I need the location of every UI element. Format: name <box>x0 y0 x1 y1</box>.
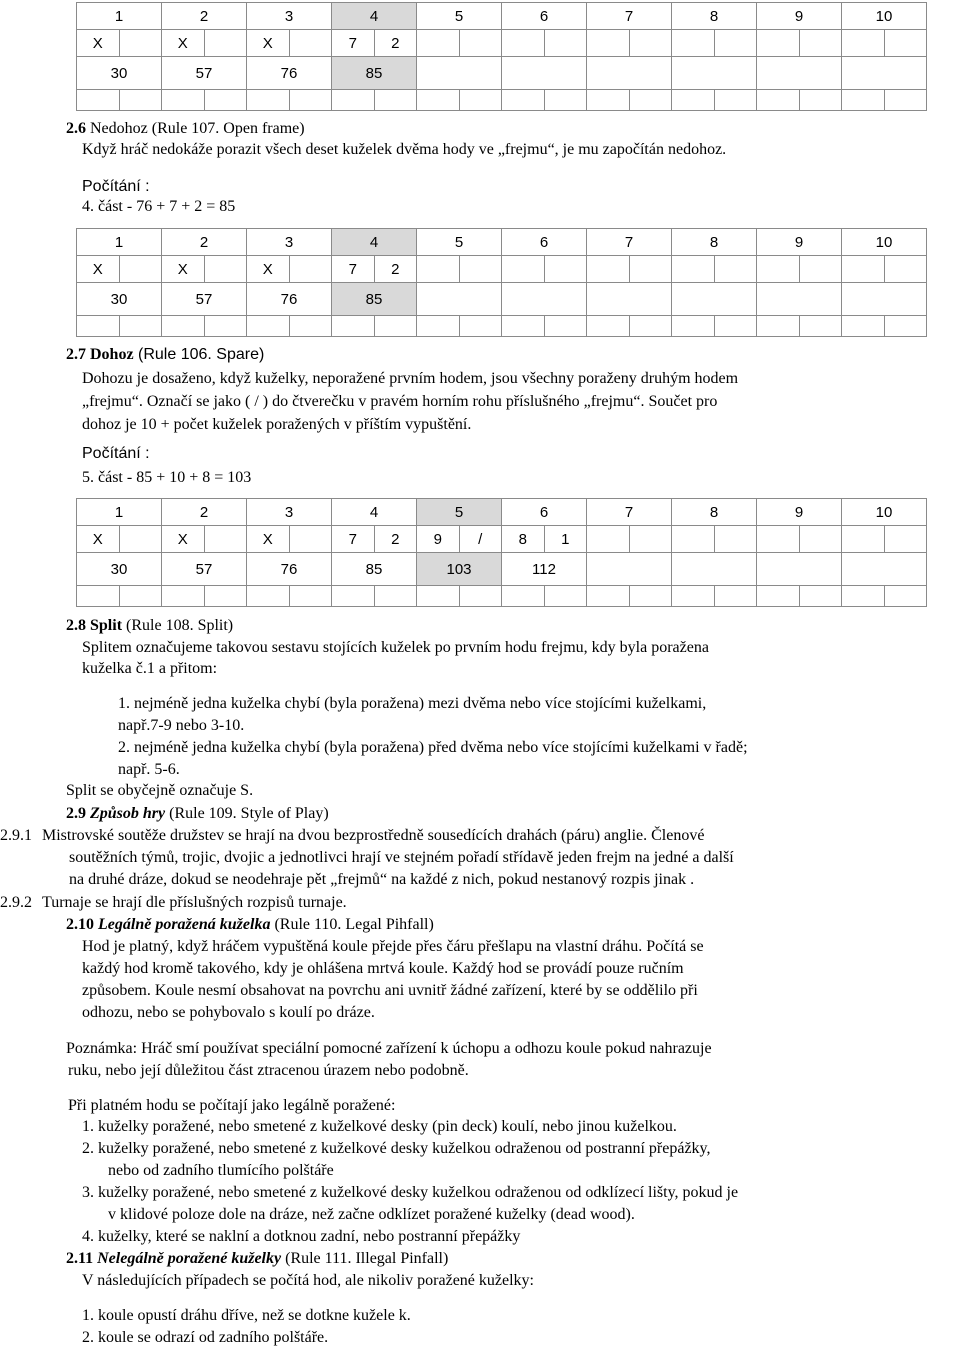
score-table-2 <box>76 228 927 337</box>
note-line: ruku, nebo její důležitou část ztracenou úrazem nebo podobně. <box>68 1062 469 1079</box>
list-item: 1. nejméně jedna kuželka chybí (byla poražena) mezi dvěma nebo více stojícími kuželkami, <box>118 695 707 712</box>
blank-cell <box>332 90 375 111</box>
frame-number: 2 <box>162 3 247 30</box>
blank-cell <box>502 316 545 337</box>
total-row <box>77 283 927 316</box>
frame-number: 2 <box>162 229 247 256</box>
frame-number: 4 <box>332 3 417 30</box>
roll-cell <box>629 526 672 553</box>
score-table-3 <box>76 498 927 607</box>
frame-number: 3 <box>247 3 332 30</box>
roll-cell <box>757 256 800 283</box>
list-item: 4. kuželky, které se naklní a dotknou zadní, nebo postranní přepážky <box>82 1228 521 1245</box>
blank-cell <box>77 90 120 111</box>
section-title-emphasis: Nelegálně poražené kuželky <box>97 1250 282 1267</box>
roll-row <box>77 256 927 283</box>
blank-cell <box>629 90 672 111</box>
blank-cell <box>374 586 417 607</box>
blank-cell <box>544 90 587 111</box>
section-2-6-body: Když hráč nedokáže porazit všech deset kuželek dvěma hody ve „frejmu“, je mu započítán nedohoz. <box>82 141 727 158</box>
frame-total <box>502 57 587 90</box>
roll-cell <box>587 526 630 553</box>
frame-total: 30 <box>77 57 162 90</box>
blank-cell <box>204 90 247 111</box>
blank-cell <box>757 90 800 111</box>
frame-number: 8 <box>672 499 757 526</box>
paragraph-line: způsobem. Koule nesmí obsahovat na povrchu ani uvnitř žádné zařízení, které by se oddělilo při <box>82 982 698 999</box>
list-item: 2. kuželky poražené, nebo smetené z kuželkové desky kuželkou odraženou od postranní přepážky, <box>82 1140 711 1157</box>
frame-total <box>587 283 672 316</box>
roll-cell <box>119 30 162 57</box>
roll-cell: 7 <box>332 256 375 283</box>
roll-cell <box>842 256 885 283</box>
roll-cell <box>417 256 460 283</box>
note-line: Split se obyčejně označuje S. <box>66 782 254 799</box>
roll-cell <box>799 256 842 283</box>
list-item: v klidové poloze dole na dráze, než začne odklízet poražené kuželky (dead wood). <box>108 1206 635 1223</box>
roll-cell <box>544 30 587 57</box>
roll-cell <box>884 30 927 57</box>
frame-number: 6 <box>502 499 587 526</box>
roll-row <box>77 30 927 57</box>
frame-number: 9 <box>757 229 842 256</box>
blank-cell <box>119 586 162 607</box>
blank-cell <box>884 90 927 111</box>
blank-cell <box>162 316 205 337</box>
blank-cell <box>417 586 460 607</box>
blank-cell <box>884 316 927 337</box>
frame-number: 6 <box>502 3 587 30</box>
frame-number: 5 <box>417 3 502 30</box>
calc-label: Počítání : <box>82 178 150 195</box>
frame-total: 103 <box>417 553 502 586</box>
roll-cell: X <box>247 256 290 283</box>
roll-cell: X <box>77 526 120 553</box>
frame-total <box>757 57 842 90</box>
roll-cell <box>884 256 927 283</box>
blank-cell <box>247 316 290 337</box>
list-item: 2. nejméně jedna kuželka chybí (byla poražena) před dvěma nebo více stojícími kuželkami v řadě; <box>118 739 748 756</box>
frame-total <box>417 57 502 90</box>
roll-cell <box>204 30 247 57</box>
section-title: (Rule 106. Spare) <box>133 346 265 363</box>
roll-cell: X <box>162 526 205 553</box>
roll-cell <box>459 30 502 57</box>
frame-number: 6 <box>502 229 587 256</box>
roll-cell <box>502 30 545 57</box>
section-2-11-heading <box>66 1249 448 1269</box>
frame-number-row <box>77 3 927 30</box>
blank-cell <box>417 90 460 111</box>
roll-cell: 7 <box>332 30 375 57</box>
roll-cell <box>587 30 630 57</box>
frame-number: 5 <box>417 499 502 526</box>
roll-cell <box>757 30 800 57</box>
frame-total: 30 <box>77 283 162 316</box>
paragraph-line: každý hod kromě takového, kdy je ohlášena mrtvá koule. Každý hod se provádí pouze ručním <box>82 960 684 977</box>
blank-cell <box>587 586 630 607</box>
section-2-9-heading <box>66 804 329 824</box>
blank-cell <box>672 586 715 607</box>
frame-number: 1 <box>77 229 162 256</box>
roll-cell <box>714 30 757 57</box>
blank-cell <box>757 316 800 337</box>
roll-cell <box>842 526 885 553</box>
blank-cell <box>842 316 885 337</box>
frame-total <box>587 57 672 90</box>
note-line: Poznámka: Hráč smí používat speciální pomocné zařízení k úchopu a odhozu koule pokud nahrazuje <box>66 1040 712 1057</box>
frame-total <box>672 57 757 90</box>
roll-cell <box>459 256 502 283</box>
frame-total: 57 <box>162 57 247 90</box>
frame-number: 8 <box>672 229 757 256</box>
list-item: např.7-9 nebo 3-10. <box>118 717 245 734</box>
roll-cell <box>672 256 715 283</box>
roll-cell: 2 <box>374 30 417 57</box>
blank-cell <box>417 316 460 337</box>
frame-number: 9 <box>757 3 842 30</box>
blank-cell <box>587 90 630 111</box>
paragraph-line: Mistrovské soutěže družstev se hrají na dvou bezprostředně sousedících drahách (páru) anglie. Členové <box>42 827 705 844</box>
blank-cell <box>332 586 375 607</box>
blank-cell <box>544 586 587 607</box>
blank-cell <box>757 586 800 607</box>
blank-cell <box>247 586 290 607</box>
frame-total: 85 <box>332 57 417 90</box>
roll-cell <box>714 526 757 553</box>
roll-cell <box>884 526 927 553</box>
roll-cell <box>289 256 332 283</box>
frame-number: 4 <box>332 229 417 256</box>
frame-number: 1 <box>77 3 162 30</box>
roll-cell <box>799 30 842 57</box>
frame-number: 7 <box>587 499 672 526</box>
roll-cell: 7 <box>332 526 375 553</box>
frame-total: 57 <box>162 553 247 586</box>
blank-cell <box>289 586 332 607</box>
list-item: nebo od zadního tlumícího polštáře <box>108 1162 334 1179</box>
roll-cell <box>502 256 545 283</box>
paragraph-line: Splitem označujeme takovou sestavu stojících kuželek po prvním hodu frejmu, kdy byla poražena <box>82 639 709 656</box>
frame-total <box>417 283 502 316</box>
frame-number: 10 <box>842 3 927 30</box>
blank-row <box>77 586 927 607</box>
frame-number: 5 <box>417 229 502 256</box>
blank-cell <box>162 90 205 111</box>
frame-total <box>672 283 757 316</box>
blank-cell <box>204 586 247 607</box>
subsection-number: 2.9.2 <box>0 894 32 911</box>
frame-number: 9 <box>757 499 842 526</box>
blank-cell <box>714 90 757 111</box>
frame-total: 30 <box>77 553 162 586</box>
frame-total <box>587 553 672 586</box>
section-2-10-heading <box>66 915 434 935</box>
frame-number: 4 <box>332 499 417 526</box>
frame-total <box>842 553 927 586</box>
paragraph-line: „frejmu“. Označí se jako ( / ) do čtverečku v pravém horním rohu příslušného „frejmu“. Součet pro <box>82 393 718 410</box>
roll-cell: 2 <box>374 526 417 553</box>
section-number: 2.10 <box>66 916 98 933</box>
roll-cell: 8 <box>502 526 545 553</box>
list-item: 1. kuželky poražené, nebo smetené z kuželkové desky (pin deck) koulí, nebo jinou kuželkou. <box>82 1118 677 1135</box>
blank-cell <box>289 316 332 337</box>
roll-cell: X <box>162 256 205 283</box>
roll-cell: X <box>247 526 290 553</box>
paragraph-line: V následujících případech se počítá hod, ale nikoliv poražené kuželky: <box>82 1272 534 1289</box>
blank-row <box>77 316 927 337</box>
blank-cell <box>162 586 205 607</box>
roll-cell <box>629 30 672 57</box>
frame-number: 10 <box>842 499 927 526</box>
paragraph-line: kuželka č.1 a přitom: <box>82 660 218 677</box>
frame-total: 76 <box>247 57 332 90</box>
blank-cell <box>629 586 672 607</box>
frame-number-row <box>77 499 927 526</box>
roll-cell <box>544 256 587 283</box>
paragraph-line: Hod je platný, když hráčem vypuštěná koule přejde přes čáru přešlapu na vlastní dráhu. Počítá se <box>82 938 704 955</box>
section-title-emphasis: Legálně poražená kuželka <box>98 916 271 933</box>
roll-cell <box>119 256 162 283</box>
section-number: 2.11 <box>66 1250 98 1267</box>
roll-cell <box>672 526 715 553</box>
list-item: 3. kuželky poražené, nebo smetené z kuželkové desky kuželkou odraženou od odklízecí lišty, pokud je <box>82 1184 739 1201</box>
frame-number: 8 <box>672 3 757 30</box>
frame-total <box>672 553 757 586</box>
blank-cell <box>332 316 375 337</box>
roll-cell: 2 <box>374 256 417 283</box>
roll-cell: 1 <box>544 526 587 553</box>
section-title: Nedohoz (Rule 107. Open frame) <box>86 120 305 137</box>
section-title: (Rule 109. Style of Play) <box>165 805 329 822</box>
subsection-number: 2.9.1 <box>0 827 32 844</box>
blank-cell <box>119 316 162 337</box>
blank-cell <box>587 316 630 337</box>
roll-cell: / <box>459 526 502 553</box>
total-row <box>77 553 927 586</box>
roll-cell: X <box>77 256 120 283</box>
blank-cell <box>672 90 715 111</box>
section-number: 2.7 Dohoz <box>66 346 134 363</box>
frame-total: 76 <box>247 283 332 316</box>
blank-cell <box>629 316 672 337</box>
roll-cell: X <box>77 30 120 57</box>
roll-cell <box>587 256 630 283</box>
section-2-8-heading <box>66 616 233 636</box>
frame-total <box>757 553 842 586</box>
blank-cell <box>714 316 757 337</box>
roll-cell <box>204 526 247 553</box>
section-title: (Rule 111. Illegal Pinfall) <box>281 1250 449 1267</box>
blank-cell <box>119 90 162 111</box>
blank-cell <box>799 316 842 337</box>
blank-cell <box>502 586 545 607</box>
paragraph-line: dohoz je 10 + počet kuželek poražených v příštím vypuštění. <box>82 416 472 433</box>
roll-cell: X <box>247 30 290 57</box>
blank-cell <box>459 316 502 337</box>
section-number: 2.6 <box>66 120 86 137</box>
roll-cell <box>842 30 885 57</box>
blank-cell <box>77 586 120 607</box>
frame-total: 57 <box>162 283 247 316</box>
blank-cell <box>459 90 502 111</box>
roll-cell: X <box>162 30 205 57</box>
frame-total <box>842 283 927 316</box>
frame-total: 76 <box>247 553 332 586</box>
paragraph-line: na druhé dráze, dokud se neodehraje pět „frejmů“ na každé z nich, pokud nestanový rozpis jinak . <box>69 871 695 888</box>
frame-number: 1 <box>77 499 162 526</box>
roll-cell <box>289 526 332 553</box>
list-item: 1. koule opustí dráhu dříve, než se dotkne kužele k. <box>82 1307 411 1324</box>
score-table-1 <box>76 2 927 111</box>
section-title: (Rule 108. Split) <box>122 617 234 634</box>
roll-row <box>77 526 927 553</box>
section-2-7-heading <box>66 345 264 365</box>
blank-cell <box>544 316 587 337</box>
frame-number: 2 <box>162 499 247 526</box>
frame-total: 85 <box>332 283 417 316</box>
blank-cell <box>884 586 927 607</box>
frame-total: 85 <box>332 553 417 586</box>
roll-cell <box>714 256 757 283</box>
list-item: např. 5-6. <box>118 761 180 778</box>
frame-number: 7 <box>587 229 672 256</box>
section-2-6-heading <box>66 119 305 139</box>
blank-cell <box>247 90 290 111</box>
frame-total <box>502 283 587 316</box>
blank-cell <box>672 316 715 337</box>
blank-cell <box>842 586 885 607</box>
roll-cell <box>119 526 162 553</box>
list-intro: Při platném hodu se počítají jako legálně poražené: <box>68 1097 396 1114</box>
roll-cell <box>629 256 672 283</box>
section-title-emphasis: Způsob hry <box>90 805 166 822</box>
blank-cell <box>714 586 757 607</box>
frame-number-row <box>77 229 927 256</box>
frame-total <box>842 57 927 90</box>
roll-cell <box>672 30 715 57</box>
roll-cell <box>417 30 460 57</box>
paragraph-line: Dohozu je dosaženo, když kuželky, neporažené prvním hodem, jsou všechny poraženy druhým hodem <box>82 370 739 387</box>
frame-total <box>757 283 842 316</box>
roll-cell <box>204 256 247 283</box>
calc-formula: 5. část - 85 + 10 + 8 = 103 <box>82 469 252 486</box>
roll-cell <box>289 30 332 57</box>
roll-cell <box>757 526 800 553</box>
blank-cell <box>459 586 502 607</box>
blank-cell <box>799 90 842 111</box>
blank-cell <box>842 90 885 111</box>
frame-number: 7 <box>587 3 672 30</box>
blank-cell <box>374 316 417 337</box>
frame-total: 112 <box>502 553 587 586</box>
blank-cell <box>204 316 247 337</box>
roll-cell <box>799 526 842 553</box>
frame-number: 3 <box>247 229 332 256</box>
blank-row <box>77 90 927 111</box>
paragraph-line: Turnaje se hrají dle příslušných rozpisů turnaje. <box>42 894 347 911</box>
section-title: (Rule 110. Legal Pihfall) <box>270 916 434 933</box>
blank-cell <box>799 586 842 607</box>
frame-number: 3 <box>247 499 332 526</box>
section-number: 2.9 <box>66 805 90 822</box>
list-item: 2. koule se odrazí od zadního polštáře. <box>82 1329 329 1346</box>
frame-number: 10 <box>842 229 927 256</box>
blank-cell <box>289 90 332 111</box>
paragraph-line: odhozu, nebo se pohybovalo s koulí po dráze. <box>82 1004 375 1021</box>
calc-label: Počítání : <box>82 445 150 462</box>
blank-cell <box>502 90 545 111</box>
blank-cell <box>374 90 417 111</box>
section-number: 2.8 Split <box>66 617 123 634</box>
calc-formula: 4. část - 76 + 7 + 2 = 85 <box>82 198 236 215</box>
total-row <box>77 57 927 90</box>
paragraph-line: soutěžních týmů, trojic, dvojic a jednotlivci hrají ve stejném pořadí střídavě jeden frejm na jedné a další <box>69 849 734 866</box>
roll-cell: 9 <box>417 526 460 553</box>
blank-cell <box>77 316 120 337</box>
